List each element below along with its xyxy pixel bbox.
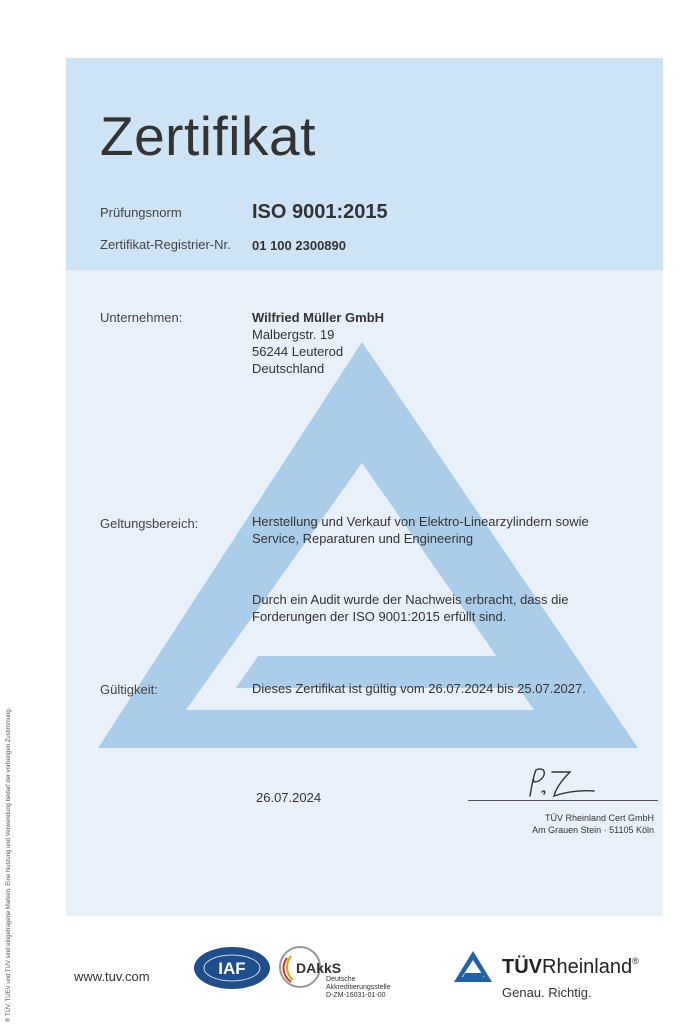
address-line-country: Deutschland: [252, 361, 325, 376]
company-address: [252, 326, 343, 377]
issuer-name: TÜV Rheinland Cert GmbH: [544, 813, 654, 823]
company-name: Wilfried Müller GmbH: [252, 310, 385, 325]
scope-label: Geltungsbereich:: [100, 516, 199, 531]
tuv-brand-bold: TÜV: [502, 956, 542, 978]
website-url: www.tuv.com: [74, 969, 150, 984]
trademark-note: ® TÜV, TUEV und TUV sind eingetragene Marken. Eine Nutzung und Verwendung bedarf der vorherigen Zustimmung.: [6, 707, 12, 1022]
company-label: Unternehmen:: [100, 310, 183, 325]
issue-date: 26.07.2024: [256, 790, 322, 805]
iaf-logo-text: IAF: [218, 959, 246, 978]
dakks-line: D-ZM-16031-01-00: [326, 992, 386, 999]
issuer-street: Am Grauen Stein · 51105 Köln: [532, 825, 654, 835]
scope-line: Service, Reparaturen und Engineering: [252, 531, 474, 546]
tuv-brand: [502, 956, 639, 979]
standard-value: ISO 9001:2015: [252, 201, 388, 223]
signature-line: [468, 800, 658, 801]
registration-label: Zertifikat-Registrier-Nr.: [100, 237, 231, 252]
registered-mark: ®: [632, 956, 639, 966]
scope-line: Herstellung und Verkauf von Elektro-Linearzylindern sowie: [252, 514, 589, 529]
dakks-line: Deutsche: [326, 976, 356, 983]
audit-line: Durch ein Audit wurde der Nachweis erbracht, dass die: [252, 592, 569, 607]
signature-icon: [522, 764, 612, 802]
certificate-sheet: [66, 58, 663, 916]
tuv-triangle-icon: [453, 950, 493, 984]
standard-label: Prüfungsnorm: [100, 205, 182, 220]
address-line-city: 56244 Leuterod: [252, 344, 344, 359]
certificate-title: Zertifikat: [100, 105, 316, 167]
validity-label: Gültigkeit:: [100, 682, 158, 697]
dakks-line: Akkreditierungsstelle: [326, 984, 391, 991]
address-line-street: Malbergstr. 19: [252, 327, 335, 342]
audit-line: Forderungen der ISO 9001:2015 erfüllt sind.: [252, 609, 507, 624]
issuer-address: [532, 812, 654, 836]
audit-statement: [252, 591, 569, 625]
dakks-name: DAkkS: [296, 960, 342, 976]
dakks-details: [326, 976, 391, 1000]
validity-text: Dieses Zertifikat ist gültig vom 26.07.2024 bis 25.07.2027.: [252, 681, 586, 696]
scope-text: [252, 513, 589, 547]
tuv-brand-rest: Rheinland: [542, 956, 633, 978]
registration-number: 01 100 2300890: [252, 238, 346, 253]
tuv-slogan: Genau. Richtig.: [502, 985, 592, 1000]
iaf-logo-icon: [192, 945, 272, 991]
